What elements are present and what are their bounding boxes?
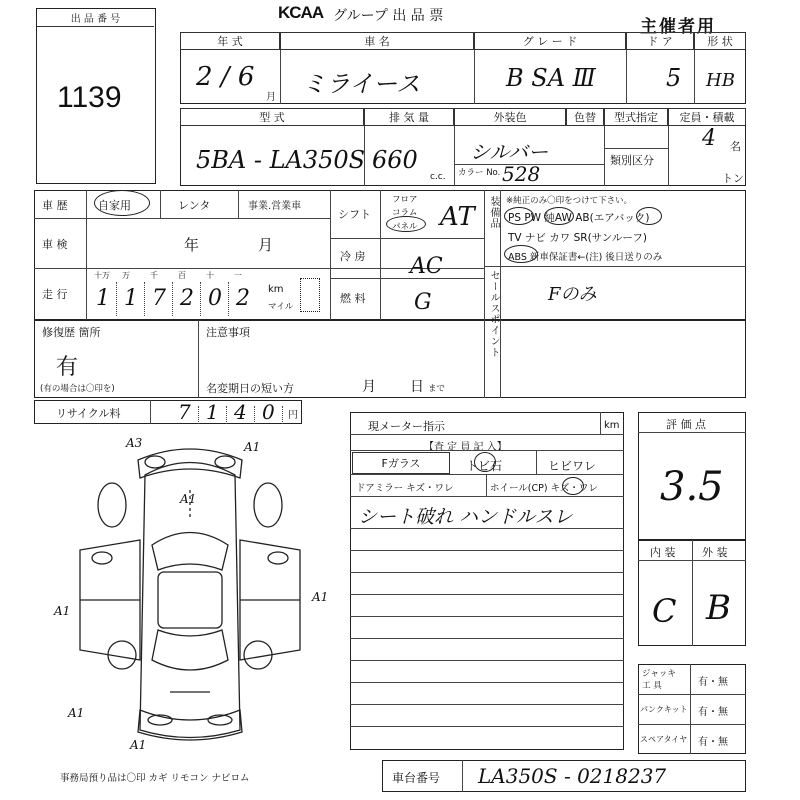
brand-logo: KCAA (278, 3, 324, 22)
wheel-fl (98, 483, 126, 527)
grade-label: 評 価 点 (666, 418, 706, 431)
exterior-value: B (706, 588, 731, 628)
history-label: 車 歴 (42, 199, 68, 212)
mileage-label: 走 行 (42, 288, 68, 301)
recycle-digit-3: 0 (262, 400, 275, 424)
fuel-label: 燃 料 (340, 292, 366, 305)
inspection-label: 車 検 (42, 238, 68, 251)
col-shape: 形 状 (694, 32, 746, 50)
mark-a1-rl: A1 (68, 706, 85, 720)
col-door: ド ア (626, 32, 694, 50)
spare-yesno: 有・無 (698, 737, 728, 748)
color-no-label: カラー No. (458, 168, 501, 178)
expiry-month: 月 (362, 379, 376, 395)
inspector-label: 【査 定 員 記 入】 (424, 442, 507, 453)
mileage-unit-5: 一 (234, 271, 242, 280)
repair-label: 修復歴 箇所 (42, 326, 101, 339)
mileage-digit-0: 1 (96, 286, 110, 311)
ps-circle (504, 207, 534, 225)
col-grade: グ レ ー ド (474, 32, 626, 50)
lot-box (36, 8, 156, 184)
shift-panel: パネル (392, 222, 418, 232)
mileage-digit-4: 0 (208, 286, 222, 311)
col-name: 車 名 (280, 32, 474, 50)
mileage-unit-4: 十 (206, 271, 214, 280)
form-title: グループ 出 品 票 (333, 8, 444, 24)
mile-checkbox (300, 278, 320, 312)
ac-label: 冷 房 (340, 250, 366, 263)
recycle-digit-1: 1 (206, 400, 219, 424)
mileage-unit-2: 千 (150, 271, 158, 280)
col-capacity: 定員・積載 (668, 108, 746, 126)
history-rental: レンタ (178, 199, 211, 212)
caution-label: 注意事項 (206, 326, 250, 339)
headlight-left (145, 456, 165, 468)
mirror-right (268, 552, 288, 564)
mirror-label: ドアミラー キズ・ワレ (356, 483, 454, 494)
km-unit: km (268, 284, 284, 295)
mileage-unit-0: 十万 (94, 271, 110, 280)
hibi-label: ヒビワレ (548, 459, 597, 473)
capacity-unit: 名 (730, 140, 741, 153)
color-no-value: 528 (502, 162, 541, 186)
windshield (152, 533, 228, 571)
chassis-value: LA350S - 0218237 (478, 764, 667, 788)
mileage-unit-1: 万 (122, 271, 130, 280)
wheel-label: ホイール(CP) キズ・ワレ (490, 483, 598, 494)
lot-label: 出 品 番 号 (37, 9, 154, 27)
inspection-comment: シート破れ ハンドルスレ (358, 506, 573, 528)
expiry-made: まで (428, 384, 446, 394)
wheel-fr (254, 483, 282, 527)
panel-circle (386, 216, 426, 232)
mirror-left (92, 552, 112, 564)
equipment-label: 装備品 (488, 196, 499, 229)
recycle-label: リサイクル料 (56, 407, 121, 420)
equipment-line3: ABS 新車保証書←(注) 後日送りのみ (508, 252, 663, 263)
equipment-line1: PS PW 純AW AB(エアバック) (508, 212, 650, 224)
puncture-label: パンクキット (640, 705, 688, 714)
mile-unit: マイル (268, 302, 294, 312)
capacity-value: 4 (702, 126, 716, 151)
equipment-note: ※純正のみ〇印をつけて下さい。 (506, 196, 633, 206)
shift-label: シフト (338, 208, 371, 221)
spare-label: スペアタイヤ (640, 735, 688, 744)
chassis-label: 車台番号 (392, 771, 441, 785)
private-circle (94, 190, 150, 216)
fuel-value: G (414, 290, 432, 315)
equipment-line2: TV ナビ カワ SR(サンルーフ) (508, 232, 647, 244)
shift-floor: フロア (392, 195, 418, 205)
repair-note: (有の場合は〇印を) (40, 384, 115, 394)
ton-unit: トン (722, 172, 744, 185)
ac-value: AC (410, 254, 443, 279)
car-diagram (40, 430, 340, 760)
grade-score: 3.5 (660, 464, 724, 510)
mileage-digit-2: 7 (152, 286, 166, 311)
mark-a1-hood: A1 (180, 492, 197, 506)
shift-value: AT (440, 202, 475, 232)
mark-a1-top: A1 (244, 440, 261, 454)
mark-a3: A3 (126, 436, 143, 450)
expiry-day: 日 (410, 379, 424, 395)
col-class: 類別区分 (610, 154, 654, 167)
color-value: シルバー (470, 140, 549, 164)
f-glass-label: Fガラス (352, 452, 450, 474)
lot-number: 1139 (57, 81, 122, 114)
shift-column: コラム (392, 208, 418, 218)
jack-label: ジャッキ 工 具 (642, 669, 676, 691)
repair-value: 有 (56, 355, 79, 380)
ab-circle (636, 207, 662, 225)
roof (158, 572, 222, 628)
rear-window (152, 630, 228, 670)
year-month-unit: 月 (266, 92, 276, 103)
grade-value: B SA Ⅲ (506, 64, 596, 92)
col-model-spec: 型式指定 (604, 108, 668, 126)
tobi-circle (474, 452, 496, 472)
mileage-digit-3: 2 (180, 286, 194, 311)
inspection-month: 月 (258, 236, 274, 254)
recycle-digit-2: 4 (234, 400, 247, 424)
door-value: 5 (666, 64, 682, 92)
jack-yesno: 有・無 (698, 677, 728, 688)
col-color-change: 色替 (566, 108, 604, 126)
shape-value: HB (706, 70, 735, 91)
col-year: 年 式 (180, 32, 280, 50)
sell-point-label: セールスポイント (488, 270, 499, 358)
mileage-unit-3: 百 (178, 271, 186, 280)
wheel-circle (562, 477, 584, 495)
col-color: 外装色 (454, 108, 566, 126)
rear-bumper (138, 710, 242, 740)
interior-value: C (652, 592, 677, 630)
repair-block (34, 320, 746, 398)
mark-a1-left: A1 (54, 604, 71, 618)
keys-note: 事務局預り品は〇印 カギ リモコン ナビロム (60, 773, 250, 784)
short-name-label: 名変期日の短い方 (206, 382, 294, 395)
recycle-unit: 円 (288, 410, 298, 421)
cc-unit: c.c. (430, 172, 446, 182)
meter-unit: km (604, 420, 620, 431)
puncture-yesno: 有・無 (698, 707, 728, 718)
displacement-value: 660 (372, 146, 418, 174)
model-value: 5BA - LA350S (196, 146, 366, 174)
headlight-right (215, 456, 235, 468)
history-private: 自家用 (98, 199, 131, 212)
inspection-year: 年 (184, 236, 200, 254)
car-name: ミライース (302, 70, 421, 98)
col-model: 型 式 (180, 108, 364, 126)
organizer-label: 主催者用 (640, 17, 716, 37)
mark-a1-right: A1 (312, 590, 329, 604)
meter-label: 現メーター指示 (368, 420, 445, 433)
mileage-digit-5: 2 (236, 286, 250, 311)
col-displacement: 排 気 量 (364, 108, 454, 126)
exterior-label: 外 装 (702, 546, 728, 559)
abs-circle (504, 245, 538, 263)
pw-circle (544, 207, 574, 225)
recycle-digit-0: 7 (178, 400, 191, 424)
front-bumper (138, 449, 242, 478)
tobi-label: トビ石 (466, 459, 503, 473)
interior-label: 内 装 (650, 546, 676, 559)
mileage-digit-1: 1 (124, 286, 138, 311)
sell-point-value: Fのみ (548, 284, 597, 305)
year-value: 2 / 6 (196, 62, 255, 92)
history-business: 事業.営業車 (248, 201, 302, 212)
mark-a1-rear: A1 (130, 738, 147, 752)
